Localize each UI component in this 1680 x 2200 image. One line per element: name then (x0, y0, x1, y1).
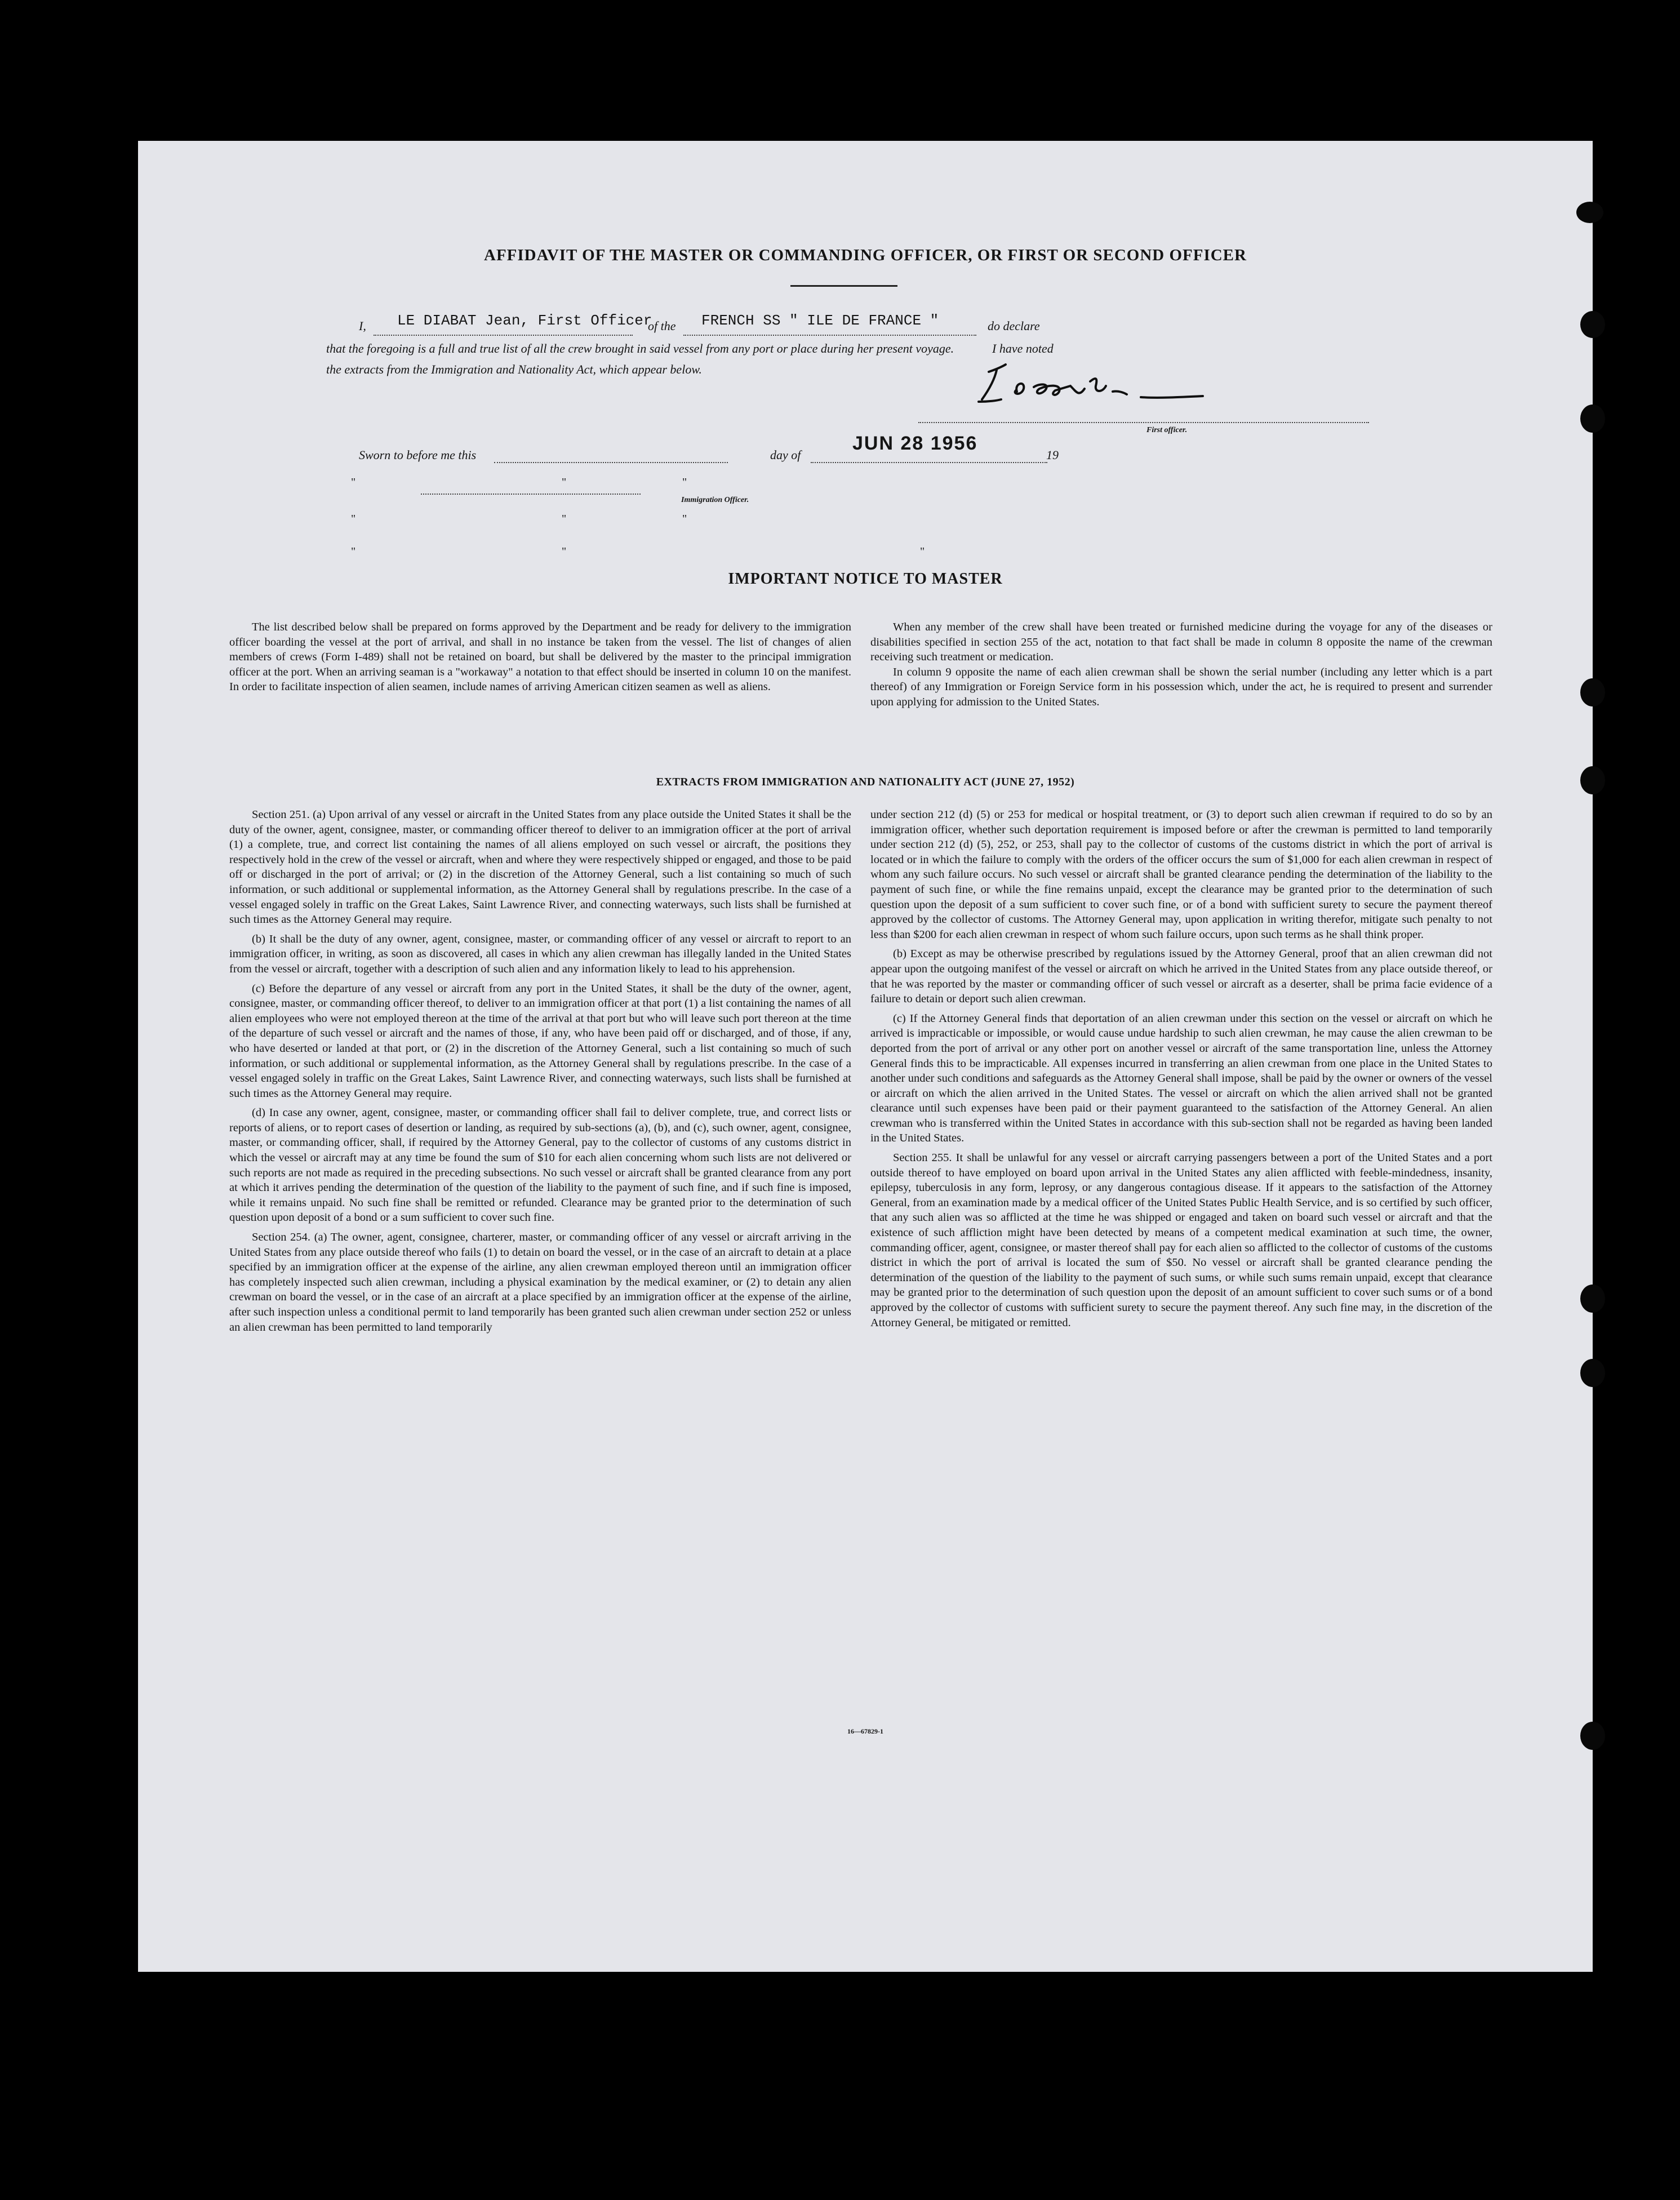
notice-left-column (229, 620, 851, 695)
extracts-right-column (870, 807, 1492, 1330)
extract-paragraph: (d) In case any owner, agent, consignee, master, or commanding officer shall fail to deliver complete, true, and correct lists or reports of aliens, or to report cases of desertion or landing, as required by sub-sections (a), (b), and (c), such owner, agent, consignee, master, or commanding officer, shall, if required by the Attorney General, pay to the collector of customs of any customs district in which the vessel or aircraft may at any time be found the sum of $10 for each alien concerning whom such lists are not delivered or such reports are not made as required in the preceding subsections. No such vessel or aircraft shall be granted clearance from any port at which it arrives pending the determination of the question of the liability to the payment of such fine, and if such fine is imposed, while it remains unpaid. No such fine shall be remitted or refunded. Clearance may be granted prior to the determination of such question upon deposit of a bond or a sum sufficient to cover such fine. (229, 1106, 851, 1224)
notice-right-column (870, 620, 1492, 710)
binder-hole (1580, 1359, 1605, 1387)
officer-name-field[interactable]: LE DIABAT Jean, First Officer (397, 312, 652, 329)
ditto-mark: " (920, 545, 925, 558)
notice-right-paragraph: When any member of the crew shall have been treated or furnished medicine during the voyage for any of the diseases or disabilities specified in section 255 of the act, notation to that fact shall be made in column 8 opposite the name of the crewman receiving such treatment or medication. (870, 621, 1492, 664)
binder-hole (1580, 1722, 1605, 1750)
month-underline (811, 462, 1047, 463)
extract-paragraph: (b) It shall be the duty of any owner, agent, consignee, master, or commanding officer of any vessel or aircraft to report to an immigration officer, in writing, as soon as discovered, all cases in which any alien crewman has illegally landed in the United States from the vessel or aircraft, together with a description of such alien and any information likely to lead to his apprehension. (229, 932, 851, 975)
binder-hole (1580, 678, 1605, 706)
extract-paragraph: Section 251. (a) Upon arrival of any vessel or aircraft in the United States from any place outside the United States it shall be the duty of the owner, agent, consignee, master, or commanding officer thereof to deliver to an immigration officer at the port of arrival (1) a complete, true, and correct list containing the names of all aliens employed on such vessel or aircraft, the positions they respectively hold in the crew of the vessel or aircraft, when and where they were respectively shipped or engaged, and those to be paid off or discharged in the port of arrival; or (2) in the discretion of the Attorney General, such a list containing so much of such information, or such additional or supplemental information, as the Attorney General shall by regulations prescribe. In the case of a vessel engaged solely in traffic on the Great Lakes, Saint Lawrence River, and connecting waterways, such lists shall be furnished at such times as the Attorney General may require. (229, 808, 851, 926)
notice-title: IMPORTANT NOTICE TO MASTER (728, 570, 1003, 588)
form-number: 16—67829-1 (847, 1727, 883, 1735)
vessel-underline (683, 335, 976, 336)
ditto-mark: " (351, 545, 356, 558)
day-of-label: day of (770, 448, 801, 462)
sworn-label: Sworn to before me this (359, 448, 477, 462)
date-stamp: JUN 28 1956 (852, 433, 978, 454)
immigration-officer-label: Immigration Officer. (681, 496, 749, 504)
ditto-mark: " (562, 545, 567, 558)
do-declare-label: do declare (988, 319, 1040, 333)
pronoun-label: I, (359, 319, 366, 333)
ditto-mark: " (562, 476, 567, 488)
extract-paragraph: Section 255. It shall be unlawful for any vessel or aircraft carrying passengers between a port of the United States and a port outside thereof to have employed on board upon arrival in the United States any alien afflicted with feeble-mindedness, insanity, epilepsy, tuberculosis in any form, leprosy, or any dangerous contagious disease. If it appears to the satisfaction of the Attorney General, from an examination made by a medical officer of the United States Public Health Service, and is so certified by such officer, that any such alien was so afflicted at the time he was shipped or engaged and taken on board such vessel or aircraft and that the existence of such affliction might have been detected by means of a competent medical examination at such time, the owner, commanding officer, agent, consignee, or master thereof shall pay for each alien so afflicted to the collector of customs of the customs district in which the port of arrival is located the sum of $50. No vessel or aircraft shall be granted clearance pending the determination of the question of the liability to the payment of such sums, or while such sums remain unpaid, except that clearance may be granted prior to the determination of such question upon the deposit of an amount sufficient to cover such sums or of a bond approved by the collector of customs with sufficient surety to secure the payment thereof. Any such fine may, in the discretion of the Attorney General, be mitigated or remitted. (870, 1152, 1492, 1329)
officer-name-underline (374, 335, 633, 336)
binder-hole (1580, 405, 1605, 433)
notice-left-paragraph: The list described below shall be prepared on forms approved by the Department and be ready for delivery to the immigration officer boarding the vessel at the port of arrival, and shall in no instance be taken from the vessel. The list of changes of alien members of crews (Form I-489) shall not be retained on board, but shall be delivered by the master to the principal immigration officer at the port. When an arriving seaman is a "workaway" a notation to that effect should be inserted in column 10 on the manifest. In order to facilitate inspection of alien seamen, include names of arriving American citizen seamen as well as aliens. (229, 621, 851, 694)
of-the-label: of the (648, 319, 676, 333)
ditto-mark: " (682, 513, 687, 525)
vessel-field[interactable]: FRENCH SS " ILE DE FRANCE " (701, 312, 939, 329)
signature-caption: First officer. (1146, 426, 1188, 434)
binder-hole (1580, 1285, 1605, 1313)
title-rule (790, 285, 897, 287)
ditto-mark: " (682, 476, 687, 488)
extract-paragraph: (c) Before the departure of any vessel or aircraft from any port in the United States, it shall be the duty of the owner, agent, consignee, master, or commanding officer thereof, to deliver to an immigration officer at that port (1) a list containing the names of all alien employees who were not employed thereon at the time of the arrival at that port but who will leave such port thereon at the time of the departure of such vessel or aircraft and the names of those, if any, who have been paid off or discharged, and of those, if any, who have deserted or landed at that port, or (2) in the discretion of the Attorney General, such a list containing so much of such information, or such additional or supplemental information, as the Attorney General shall by regulations prescribe. In the case of a vessel engaged solely in traffic on the Great Lakes, Saint Lawrence River, and connecting waterways, such lists shall be furnished at such times as the Attorney General may require. (229, 982, 851, 1100)
immigration-officer-underline (421, 494, 641, 495)
extracts-left-column (229, 807, 851, 1335)
notice-right-paragraph: In column 9 opposite the name of each alien crewman shall be shown the serial number (including any letter which is a part thereof) of any Immigration or Foreign Service form in his possession which, under the act, he is required to present and surrender upon applying for admission to the United States. (870, 665, 1492, 708)
extract-paragraph: (c) If the Attorney General finds that deportation of an alien crewman under this section on the vessel or aircraft on which he arrived is impracticable or impossible, or would cause undue hardship to such alien crewman, he may cause the alien crewman to be deported from the port of arrival or any other port on another vessel or aircraft of the same transportation line, unless the Attorney General finds this to be impracticable. All expenses incurred in transferring an alien crewman from one place in the United States to another under such conditions and safeguards as the Attorney General shall impose, shall be paid by the owner or owners of the vessel or aircraft on which the alien arrived in the United States. The vessel or aircraft on which the alien arrived shall not be granted clearance until such expenses have been paid or their payment guaranteed to the satisfaction of the Attorney General. An alien crewman who is transferred within the United States in accordance with this sub-section shall not be regarded as having been landed in the United States. (870, 1012, 1492, 1145)
officer-signature (955, 358, 1248, 411)
extracts-title: EXTRACTS FROM IMMIGRATION AND NATIONALITY ACT (JUNE 27, 1952) (656, 776, 1075, 788)
declaration-line-2: the extracts from the Immigration and Nationality Act, which appear below. (326, 362, 702, 376)
affidavit-page (138, 141, 1593, 1972)
ditto-mark: " (351, 513, 356, 525)
binder-hole (1576, 202, 1603, 223)
affidavit-title: AFFIDAVIT OF THE MASTER OR COMMANDING OFFICER, OR FIRST OR SECOND OFFICER (484, 246, 1247, 264)
extract-paragraph: (b) Except as may be otherwise prescribed by regulations issued by the Attorney General, proof that an alien crewman did not appear upon the outgoing manifest of the vessel or aircraft on which he arrived in the United States from any place outside thereof, or that he was reported by the master or commanding officer of such vessel or aircraft as a deserter, shall be prima facie evidence of a failure to detain or deport such alien crewman. (870, 948, 1492, 1006)
sworn-day-underline (494, 462, 728, 463)
declaration-line-1: that the foregoing is a full and true list of all the crew brought in said vessel from any port or place during her present voyage. (326, 341, 954, 355)
ditto-mark: " (351, 476, 356, 488)
year-label: 19 (1046, 448, 1059, 462)
signature-underline (918, 422, 1369, 423)
extract-paragraph: under section 212 (d) (5) or 253 for medical or hospital treatment, or (3) to deport such alien crewman if required to do so by an immigration officer, whether such deportation requirement is imposed before or after the crewman is permitted to land temporarily under section 212 (d) (5), 252, or 253, shall pay to the collector of customs of the customs district in which the port of arrival is located or in which the failure to comply with the orders of the officer occurs the sum of $1,000 for each alien crewman in respect of whom any such failure occurs. No such vessel or aircraft shall be granted clearance pending the determination of the liability to the payment of such fine, or while the fine remains unpaid, except the clearance may be granted prior to the determination of such question upon the deposit of a sum sufficient to cover such fine, or of a bond with sufficient surety to secure the payment thereof approved by the collector of customs. The Attorney General may, upon application in writing therefor, mitigate such penalty to not less than $200 for each alien crewman in respect of whom such failure occurs, upon such terms as he shall think proper. (870, 808, 1492, 941)
ditto-mark: " (562, 513, 567, 525)
have-noted-label: I have noted (992, 341, 1054, 355)
extract-paragraph: Section 254. (a) The owner, agent, consignee, charterer, master, or commanding officer of any vessel or aircraft arriving in the United States from any place outside thereof who fails (1) to detain on board the vessel, or in the case of an aircraft to detain at a place specified by an immigration officer at the expense of the airline, any alien crewman employed thereon until an immigration officer has completely inspected such alien crewman, including a physical examination by the medical examiner, or (2) to detain any alien crewman on board the vessel, or in the case of an aircraft at a place specified by an immigration officer at the expense of the airline, after such inspection unless a conditional permit to land temporarily has been granted such alien crewman under section 252 or unless an alien crewman has been permitted to land temporarily (229, 1231, 851, 1334)
binder-hole (1580, 311, 1605, 338)
